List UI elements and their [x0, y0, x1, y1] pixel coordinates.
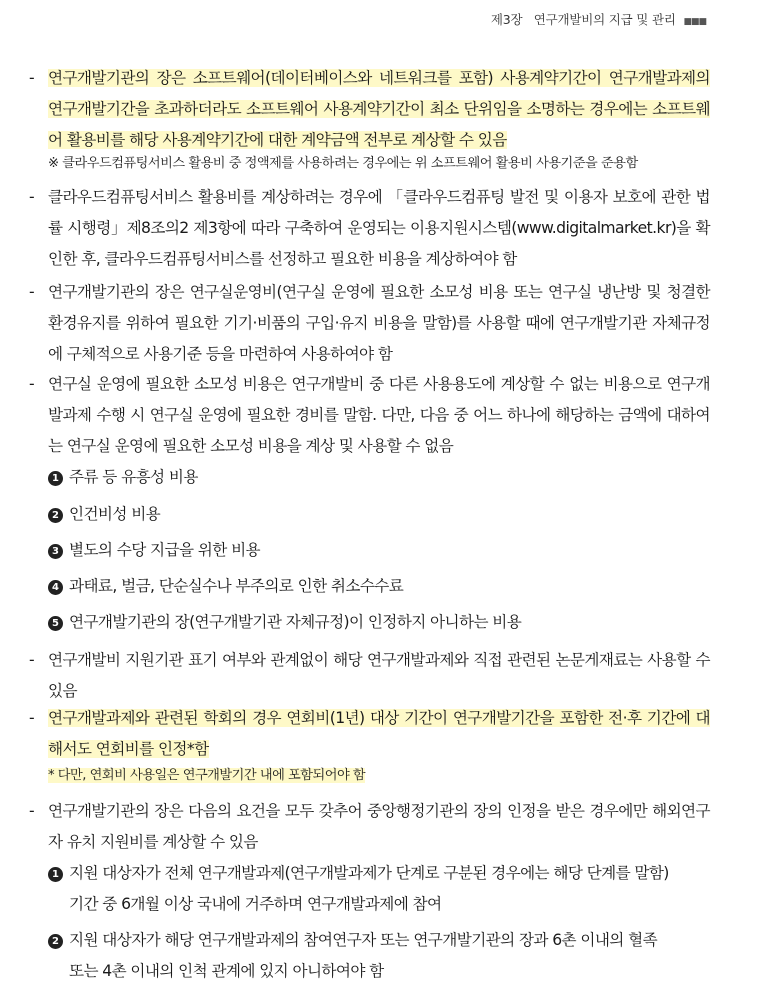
list-item	[48, 607, 712, 638]
list-item	[48, 925, 712, 987]
paragraph-text: 연구개발기관의 장은 소프트웨어(데이터베이스와 네트워크를 포함) 사용계약기간이 연구개발과제의 연구개발기간을 초과하더라도 소프트웨어 사용계약기간이 최소 단위임을 소명하는 경우에는 소프트웨어 활용비를 해당 사용계약기간에 대한 계약금액 전부로 계상할 수 있음	[48, 69, 710, 149]
bullet-dash: -	[29, 188, 35, 206]
paragraph-text: 연구개발기관의 장은 연구실운영비(연구실 운영에 필요한 소모성 비용 또는 연구실 냉난방 및 청결한 환경유지를 위하여 필요한 기기·비품의 구입·유지 비용을 말함)를 사용할 때에 연구개발기관 자체규정에 구체적으로 사용기준 등을 마련하여 사용하여야 함	[48, 283, 710, 363]
bullet-dash: -	[29, 651, 35, 669]
paragraph-society-fee	[29, 703, 710, 765]
running-header	[491, 10, 706, 28]
list-item	[48, 499, 712, 530]
circled-number: 3	[48, 544, 63, 559]
chapter-title: 연구개발비의 지급 및 관리	[533, 12, 676, 27]
paragraph-text: 연구개발비 지원기관 표기 여부와 관계없이 해당 연구개발과제와 직접 관련된 논문게재료는 사용할 수 있음	[48, 651, 710, 700]
list-item-continuation: 기간 중 6개월 이상 국내에 거주하며 연구개발과제에 참여	[69, 895, 442, 913]
note-text: * 다만, 연회비 사용일은 연구개발기간 내에 포함되어야 함	[48, 768, 366, 783]
list-item-text: 지원 대상자가 전체 연구개발과제(연구개발과제가 단계로 구분된 경우에는 해당 단계를 말함)	[69, 864, 669, 882]
list-item-text: 지원 대상자가 해당 연구개발과제의 참여연구자 또는 연구개발기관의 장과 6촌 이내의 혈족	[69, 931, 658, 949]
chapter-label: 제3장	[490, 12, 523, 27]
bullet-dash: -	[29, 709, 35, 727]
list-item-text: 별도의 수당 지급을 위한 비용	[69, 541, 260, 559]
paragraph-consumable-cost	[29, 369, 710, 462]
list-item-continuation: 또는 4촌 이내의 인척 관계에 있지 아니하여야 함	[69, 962, 384, 980]
list-item-text: 연구개발기관의 장(연구개발기관 자체규정)이 인정하지 아니하는 비용	[69, 613, 522, 631]
note-society-fee	[48, 765, 365, 787]
paragraph-lab-operating-cost	[29, 277, 710, 370]
list-item	[48, 535, 712, 566]
list-item-text: 과태료, 벌금, 단순실수나 부주의로 인한 취소수수료	[69, 577, 404, 595]
bullet-dash: -	[29, 283, 35, 301]
paragraph-cloud-service	[29, 182, 710, 275]
bullet-dash: -	[29, 69, 35, 87]
paragraph-publication-fee	[29, 645, 710, 707]
list-item	[48, 462, 712, 493]
paragraph-foreign-researcher	[29, 796, 710, 858]
bullet-dash: -	[29, 802, 35, 820]
circled-number: 1	[48, 471, 63, 486]
circled-number: 4	[48, 580, 63, 595]
list-item	[48, 571, 712, 602]
paragraph-text: 클라우드컴퓨팅서비스 활용비를 계상하려는 경우에 「클라우드컴퓨팅 발전 및 이용자 보호에 관한 법률 시행령」제8조의2 제3항에 따라 구축하여 운영되는 이용지원시스템(www.digitalmarket.kr)을 확인한 후, 클라우드컴퓨팅서비스를 선정하고 필요한 비용을 계상하여야 함	[48, 188, 710, 268]
paragraph-text: 연구개발과제와 관련된 학회의 경우 연회비(1년) 대상 기간이 연구개발기간을 포함한 전·후 기간에 대해서도 연회비를 인정*함	[48, 709, 710, 758]
paragraph-text: 연구실 운영에 필요한 소모성 비용은 연구개발비 중 다른 사용용도에 계상할 수 없는 비용으로 연구개발과제 수행 시 연구실 운영에 필요한 경비를 말함. 다만, 다음 중 어느 하나에 해당하는 금액에 대하여는 연구실 운영에 필요한 소모성 비용을 계상 및 사용할 수 없음	[48, 375, 710, 455]
circled-number: 1	[48, 867, 63, 882]
list-item	[48, 858, 712, 920]
paragraph-text: 연구개발기관의 장은 다음의 요건을 모두 갖추어 중앙행정기관의 장의 인정을 받은 경우에만 해외연구자 유치 지원비를 계상할 수 있음	[48, 802, 710, 851]
circled-number: 2	[48, 508, 63, 523]
list-item-text: 주류 등 유흥성 비용	[69, 468, 198, 486]
header-marks: ■■■	[683, 17, 706, 27]
bullet-dash: -	[29, 375, 35, 393]
circled-number: 5	[48, 616, 63, 631]
list-item-text: 인건비성 비용	[69, 505, 161, 523]
paragraph-software-license	[29, 63, 710, 156]
circled-number: 2	[48, 934, 63, 949]
note-cloud-flat-rate: ※ 클라우드컴퓨팅서비스 활용비 중 정액제를 사용하려는 경우에는 위 소프트웨어 활용비 사용기준을 준용함	[48, 156, 638, 171]
